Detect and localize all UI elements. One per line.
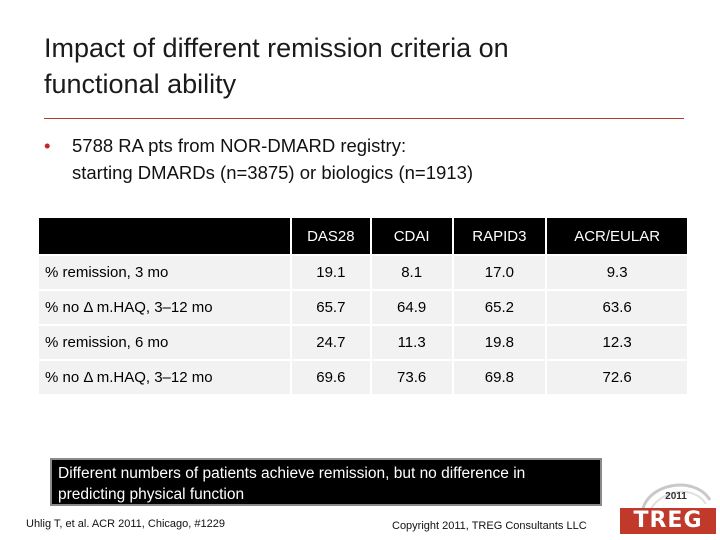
copyright-notice: Copyright 2011, TREG Consultants LLC [392, 520, 587, 532]
remission-criteria-table [37, 216, 689, 396]
table-cell: 73.6 [372, 361, 452, 394]
table-header-blank [39, 218, 290, 254]
table-row [39, 256, 687, 289]
row-label: % no Δ m.HAQ, 3–12 mo [39, 291, 290, 324]
table-cell: 72.6 [547, 361, 687, 394]
table-cell: 12.3 [547, 326, 687, 359]
bullet-line-1: 5788 RA pts from NOR-DMARD registry: [72, 135, 407, 156]
bullet-text [72, 132, 684, 186]
table-cell: 65.7 [292, 291, 370, 324]
callout-line-1: Different numbers of patients achieve remission, but no difference in [58, 465, 526, 482]
table-cell: 63.6 [547, 291, 687, 324]
table-cell: 19.1 [292, 256, 370, 289]
table-header-row [39, 218, 687, 254]
treg-logo: TREG [620, 508, 716, 534]
title-divider [44, 118, 684, 119]
table-cell: 69.6 [292, 361, 370, 394]
bullet-icon: • [44, 135, 51, 156]
table-cell: 8.1 [372, 256, 452, 289]
table-cell: 19.8 [454, 326, 546, 359]
row-label: % no Δ m.HAQ, 3–12 mo [39, 361, 290, 394]
bullet-line-2: starting DMARDs (n=3875) or biologics (n=1913) [72, 162, 474, 183]
table-row [39, 326, 687, 359]
table-cell: 17.0 [454, 256, 546, 289]
logo-year: 2011 [665, 491, 687, 502]
row-label: % remission, 6 mo [39, 326, 290, 359]
table-row [39, 291, 687, 324]
table-cell: 65.2 [454, 291, 546, 324]
row-label: % remission, 3 mo [39, 256, 290, 289]
table-cell: 11.3 [372, 326, 452, 359]
table-row [39, 361, 687, 394]
table-header-cdai: CDAI [372, 218, 452, 254]
table-header-rapid3: RAPID3 [454, 218, 546, 254]
table-cell: 64.9 [372, 291, 452, 324]
table-cell: 9.3 [547, 256, 687, 289]
bullet-point [44, 132, 684, 186]
table-cell: 69.8 [454, 361, 546, 394]
conclusion-callout [50, 458, 602, 506]
table-cell: 24.7 [292, 326, 370, 359]
title-line-1: Impact of different remission criteria on [44, 33, 509, 63]
table-header-acr-eular: ACR/EULAR [547, 218, 687, 254]
callout-line-2: predicting physical function [58, 486, 245, 503]
title-line-2: functional ability [44, 69, 237, 99]
slide-title [44, 30, 684, 102]
table-header-das28: DAS28 [292, 218, 370, 254]
citation: Uhlig T, et al. ACR 2011, Chicago, #1229 [26, 518, 225, 530]
